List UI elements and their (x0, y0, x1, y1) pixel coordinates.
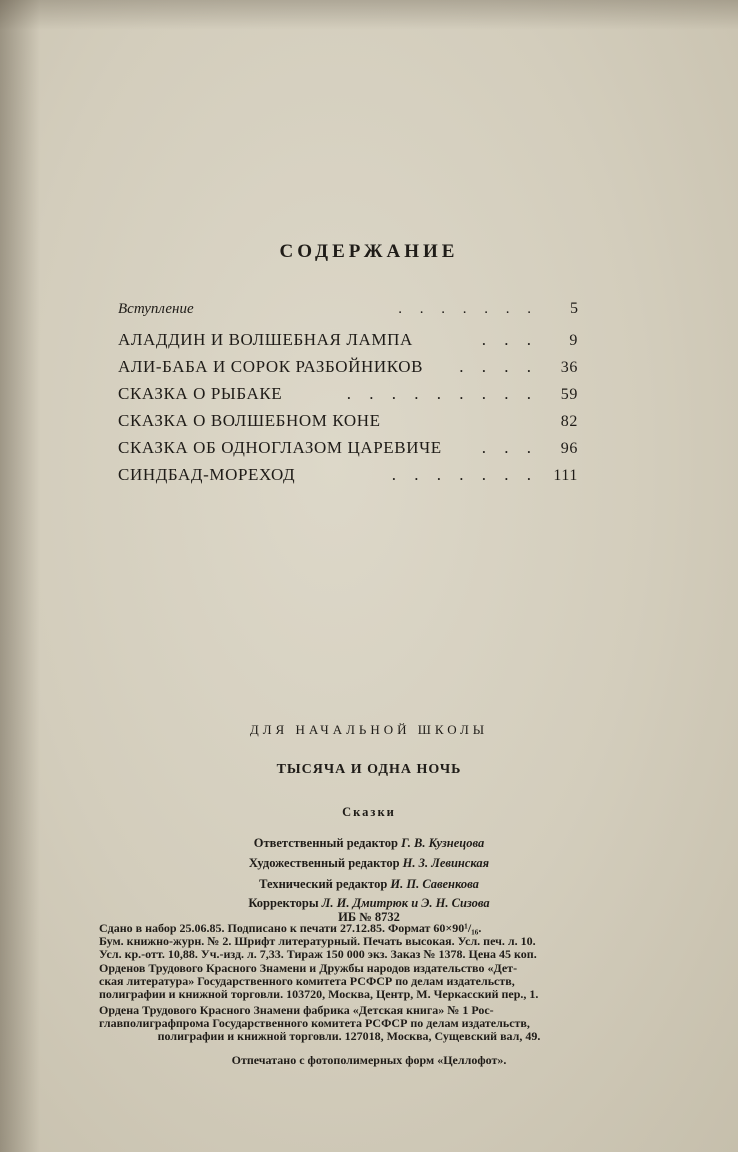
imprint-publisher (99, 962, 599, 1001)
imprint-line: ская литература» Государственного комитета РСФСР по делам издательств, (99, 974, 515, 988)
credit-label: Технический редактор (259, 877, 388, 891)
ib-number: ИБ № 8732 (338, 910, 400, 924)
toc-entry-label: АЛИ-БАБА И СОРОК РАЗБОЙНИКОВ (118, 357, 424, 376)
credit-label: Художественный редактор (248, 856, 400, 870)
toc-page-number: 82 (560, 413, 578, 430)
toc-page-number: 36 (560, 359, 578, 376)
series-label: ДЛЯ НАЧАЛЬНОЙ ШКОЛЫ (249, 722, 489, 737)
toc-entry (118, 411, 578, 438)
toc-dot-leader: . . . (481, 438, 538, 457)
toc-dot-leader: . . . . . . . (391, 465, 538, 484)
toc-page-number: 96 (560, 440, 578, 457)
imprint-printer (99, 1004, 599, 1043)
imprint-line: полиграфии и книжной торговли. 127018, Москва, Сущевский вал, 49. (157, 1029, 541, 1043)
toc-entry-label: СКАЗКА О РЫБАКЕ (118, 384, 283, 403)
imprint-line: Бум. книжно-журн. № 2. Шрифт литературный. Печать высокая. Усл. печ. л. 10. (99, 934, 536, 948)
toc-dot-leader: . . . (481, 330, 538, 349)
table-of-contents (118, 300, 578, 492)
credit-responsible-editor (0, 836, 738, 851)
credit-name: И. П. Савенкова (390, 877, 479, 891)
imprint-line: Усл. кр.-отт. 10,88. Уч.-изд. л. 7,33. Тираж 150 000 экз. Заказ № 1378. Цена 45 коп. (99, 947, 537, 961)
imprint-line: главполиграфпрома Государственного комитета РСФСР по делам издательств, (99, 1016, 530, 1030)
toc-page-number: 111 (553, 467, 578, 484)
toc-entry (118, 465, 578, 492)
imprint-line: Сдано в набор 25.06.85. Подписано к печати 27.12.85. Формат 60×90¹/₁₆. (99, 921, 482, 935)
toc-entry-intro (118, 300, 578, 328)
book-subtitle: Сказки (342, 805, 396, 819)
credit-name: Л. И. Дмитрюк и Э. Н. Сизова (321, 896, 490, 910)
credit-label: Корректоры (248, 896, 319, 910)
toc-entry (118, 330, 578, 357)
page-shadow-top (0, 0, 738, 30)
credit-name: Г. В. Кузнецова (401, 836, 485, 850)
toc-dot-leader: . . . . . . . (398, 301, 538, 317)
toc-entry-label: Вступление (118, 301, 194, 317)
imprint-printed-from: Отпечатано с фотополимерных форм «Целлофот». (231, 1053, 507, 1067)
page-shadow-left (0, 0, 40, 1152)
toc-page-number: 5 (570, 300, 578, 317)
toc-dot-leader: . . . . (459, 357, 538, 376)
credit-proofreaders (0, 896, 738, 911)
credit-label: Ответственный редактор (253, 836, 398, 850)
toc-page-number: 9 (569, 332, 578, 349)
toc-heading: СОДЕРЖАНИЕ (279, 241, 459, 262)
imprint-line: Ордена Трудового Красного Знамени фабрика «Детская книга» № 1 Рос- (99, 1003, 494, 1017)
toc-dot-leader: . . . . . . . . . (346, 384, 538, 403)
credit-tech-editor (0, 877, 738, 892)
imprint-print-details (99, 922, 599, 961)
toc-entry (118, 357, 578, 384)
book-title: ТЫСЯЧА И ОДНА НОЧЬ (276, 762, 462, 777)
imprint-line: Орденов Трудового Красного Знамени и Дружбы народов издательство «Дет- (99, 961, 518, 975)
toc-entry-label: СКАЗКА О ВОЛШЕБНОМ КОНЕ (118, 411, 381, 430)
toc-entry-label: АЛАДДИН И ВОЛШЕБНАЯ ЛАМПА (118, 330, 413, 349)
toc-entry-label: СИНДБАД-МОРЕХОД (118, 465, 296, 484)
toc-entry (118, 438, 578, 465)
toc-entry (118, 384, 578, 411)
toc-page-number: 59 (560, 386, 578, 403)
toc-entry-label: СКАЗКА ОБ ОДНОГЛАЗОМ ЦАРЕВИЧЕ (118, 438, 442, 457)
credit-name: Н. З. Левинская (402, 856, 490, 870)
credit-art-editor (0, 856, 738, 871)
imprint-line: полиграфии и книжной торговли. 103720, Москва, Центр, М. Черкасский пер., 1. (99, 987, 539, 1001)
